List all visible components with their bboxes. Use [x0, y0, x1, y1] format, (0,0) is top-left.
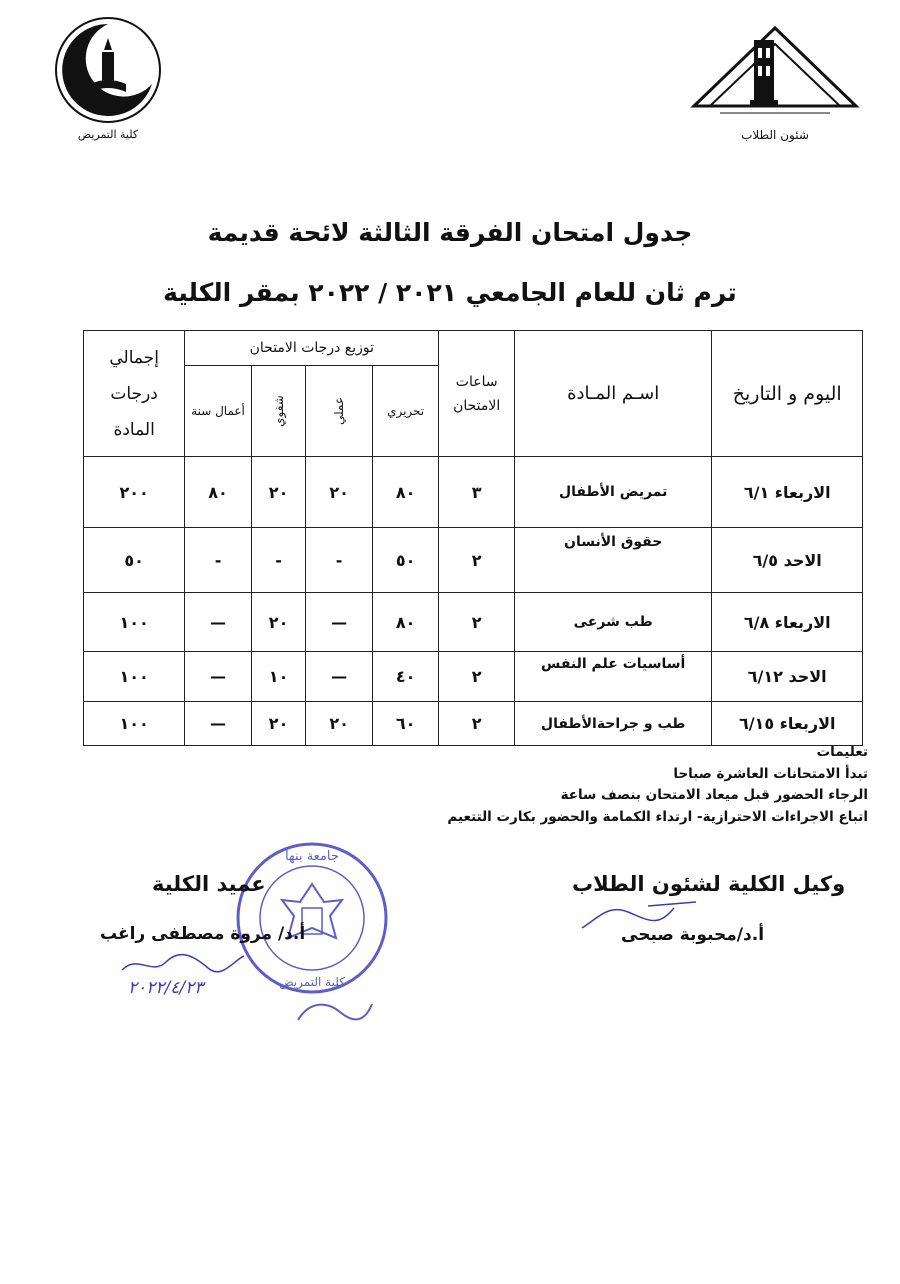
header-subject: اسـم المـادة: [514, 331, 711, 457]
row-year-work: -: [185, 528, 251, 593]
row-total: ١٠٠: [84, 652, 185, 702]
table-row: [84, 457, 863, 528]
row-written: ٤٠: [372, 652, 439, 702]
schedule-title: جدول امتحان الفرقة الثالثة لائحة قديمة: [207, 218, 693, 247]
table-row: [84, 702, 863, 746]
header-total-grades: [84, 331, 185, 457]
row-hours: ٢: [439, 528, 515, 593]
row-year-work: ٨٠: [185, 457, 251, 528]
instruction-item: الرجاء الحضور قبل ميعاد الامتحان بنصف ساعة: [560, 787, 868, 803]
header-exam-hours: ساعات الامتحان: [439, 331, 515, 457]
row-practical: -: [306, 528, 372, 593]
row-day: الاربعاء ٦/١: [712, 457, 863, 528]
row-hours: ٢: [439, 652, 515, 702]
row-written: ٨٠: [372, 457, 439, 528]
students-affairs-caption: شئون الطلاب: [741, 128, 809, 142]
row-year-work: —: [185, 652, 251, 702]
row-practical: ٢٠: [306, 457, 372, 528]
row-hours: ٣: [439, 457, 515, 528]
vice-dean-name: أ.د/محبوبة صبحى: [621, 925, 765, 945]
row-total: ٢٠٠: [84, 457, 185, 528]
row-total: ٥٠: [84, 528, 185, 593]
row-practical: —: [306, 652, 372, 702]
handwritten-mark-icon: [292, 990, 378, 1030]
row-day: الاربعاء ٦/١٥: [712, 702, 863, 746]
row-subject: تمريض الأطفال: [514, 457, 711, 528]
instruction-item: اتباع الاجراءات الاحترازية- ارتداء الكمامة والحضور بكارت التتعيم: [447, 808, 868, 825]
schedule-subtitle: ترم ثان للعام الجامعي ٢٠٢١ / ٢٠٢٢ بمقر الكلية: [163, 278, 737, 307]
stamp-top-text: جامعة بنها: [285, 849, 339, 864]
table-row: [84, 593, 863, 652]
row-day: الاحد ٦/٥: [712, 528, 863, 593]
row-practical: —: [306, 593, 372, 652]
dean-signature-icon: [118, 950, 248, 980]
official-stamp-icon: [232, 838, 392, 998]
header-year-work: أعمال سنة: [185, 366, 251, 457]
vice-dean-title: وكيل الكلية لشئون الطلاب: [572, 872, 846, 896]
benha-university-logo: [690, 14, 860, 146]
header-oral-label: شفوي: [271, 395, 286, 427]
instructions-block: [368, 742, 868, 828]
instruction-item: تبدأ الامتحانات العاشرة صباحا: [673, 765, 868, 782]
header-practical: [306, 366, 372, 457]
header-practical-label: عملي: [332, 396, 347, 426]
university-tower-icon: [690, 14, 860, 124]
dean-title: عميد الكلية: [152, 872, 266, 896]
row-subject: طب و جراحةالأطفال: [514, 702, 711, 746]
row-written: ٨٠: [372, 593, 439, 652]
nursing-logo-caption: كلية التمريض: [77, 128, 139, 141]
crescent-logo-icon: [48, 14, 168, 126]
table-row: [84, 528, 863, 593]
row-year-work: —: [185, 593, 251, 652]
row-day: الاربعاء ٦/٨: [712, 593, 863, 652]
exam-schedule-table: [83, 330, 863, 746]
header-total-line2: درجات: [110, 383, 158, 404]
row-total: ١٠٠: [84, 702, 185, 746]
row-total: ١٠٠: [84, 593, 185, 652]
row-oral: ٢٠: [251, 702, 306, 746]
row-subject: حقوق الأنسان: [514, 528, 711, 593]
row-written: ٦٠: [372, 702, 439, 746]
row-oral: -: [251, 528, 306, 593]
row-oral: ٢٠: [251, 457, 306, 528]
header-written: تحريري: [372, 366, 439, 457]
header-total-line3: المادة: [113, 419, 155, 440]
stamp-bottom-text: كلية التمريض: [279, 975, 345, 989]
header-grade-distribution: توزيع درجات الامتحان: [185, 331, 439, 366]
row-written: ٥٠: [372, 528, 439, 593]
header-oral: [251, 366, 306, 457]
table-row: [84, 652, 863, 702]
header-total-line1: إجمالي: [109, 347, 159, 368]
table-header-row: [84, 331, 863, 366]
dean-name: أ.د/ مروة مصطفى راغب: [100, 924, 306, 944]
dean-signature-date: ٢٠٢٢/٤/٢٣: [128, 978, 204, 998]
row-hours: ٢: [439, 593, 515, 652]
row-practical: ٢٠: [306, 702, 372, 746]
row-day: الاحد ٦/١٢: [712, 652, 863, 702]
header-day-date: اليوم و التاريخ: [712, 331, 863, 457]
nursing-faculty-logo: [48, 14, 168, 146]
row-subject: أساسيات علم النفس: [514, 652, 711, 702]
row-oral: ١٠: [251, 652, 306, 702]
row-hours: ٢: [439, 702, 515, 746]
row-oral: ٢٠: [251, 593, 306, 652]
instructions-heading: تعليمات: [816, 744, 868, 760]
row-year-work: —: [185, 702, 251, 746]
row-subject: طب شرعى: [514, 593, 711, 652]
